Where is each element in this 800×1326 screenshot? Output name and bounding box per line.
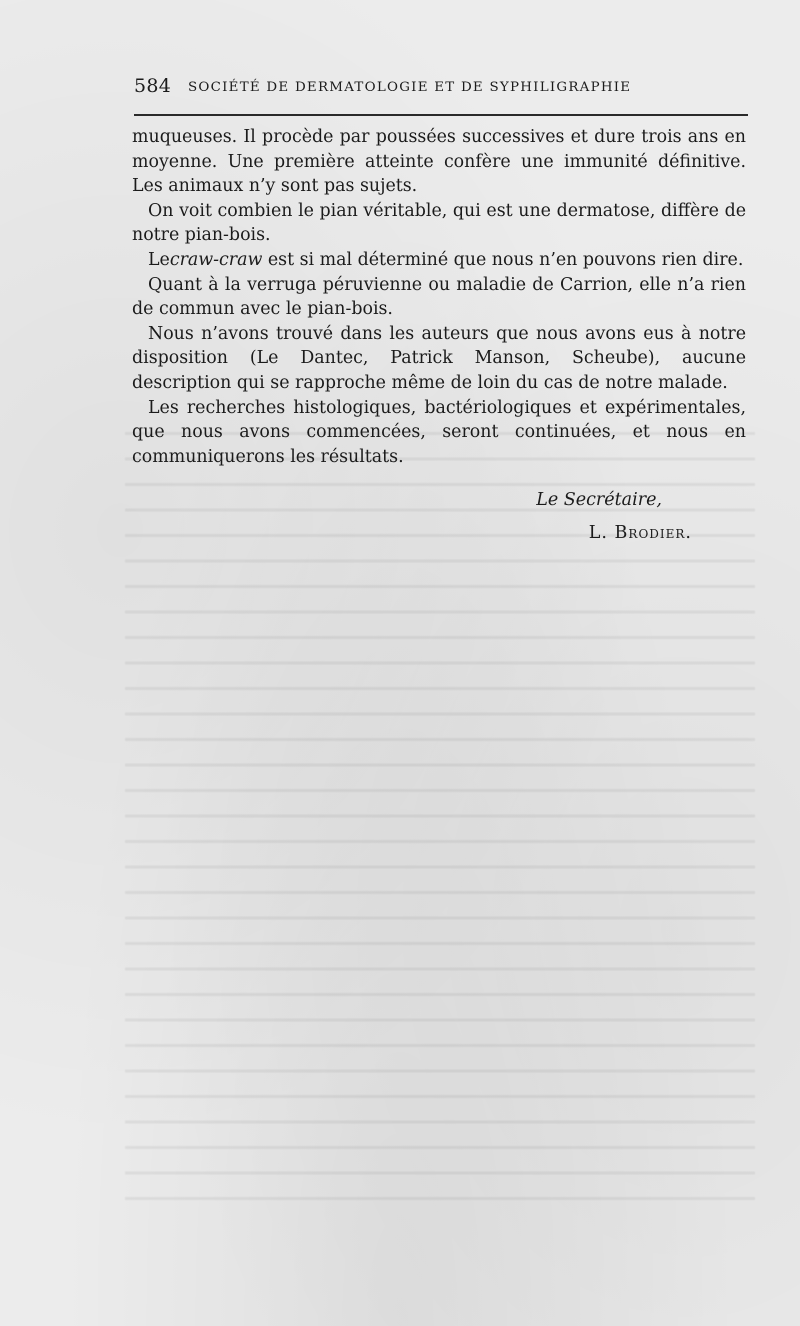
paragraph-5: Nous n’avons trouvé dans les auteurs que nous avons eus à notre disposition (Le Dantec, Patrick Manson, Scheube), aucune description qui se rapproche même de loin du cas de notre malade. [132,323,746,393]
signature-name: L. Brodier. [588,523,692,543]
running-title: SOCIÉTÉ DE DERMATOLOGIE ET DE SYPHILIGRAPHIE [188,80,632,95]
paragraph-3-prefix: Le [148,249,170,270]
paragraph-3-suffix: est si mal déterminé que nous n’en pouvons rien dire. [262,249,744,270]
paragraph-4: Quant à la verruga péruvienne ou maladie de Carrion, elle n’a rien de commun avec le pian-bois. [132,274,746,320]
header-rule [134,114,748,116]
page-header [134,74,746,104]
signature-role: Le Secrétaire, [536,490,662,510]
body-text [132,125,746,469]
paragraph-2: On voit combien le pian véritable, qui est une dermatose, diffère de notre pian-bois. [132,200,746,246]
paragraph-6: Les recherches histologiques, bactériologiques et expérimentales, que nous avons commencées, seront continuées, et nous en communiquerons les résultats. [132,397,746,467]
paragraph-1: muqueuses. Il procède par poussées successives et dure trois ans en moyenne. Une première atteinte confère une immunité définitive. Les animaux n’y sont pas sujets. [132,127,746,197]
craw-craw-term: craw-craw [169,249,263,270]
page-number: 584 [134,75,172,97]
paragraph-3 [132,248,746,273]
